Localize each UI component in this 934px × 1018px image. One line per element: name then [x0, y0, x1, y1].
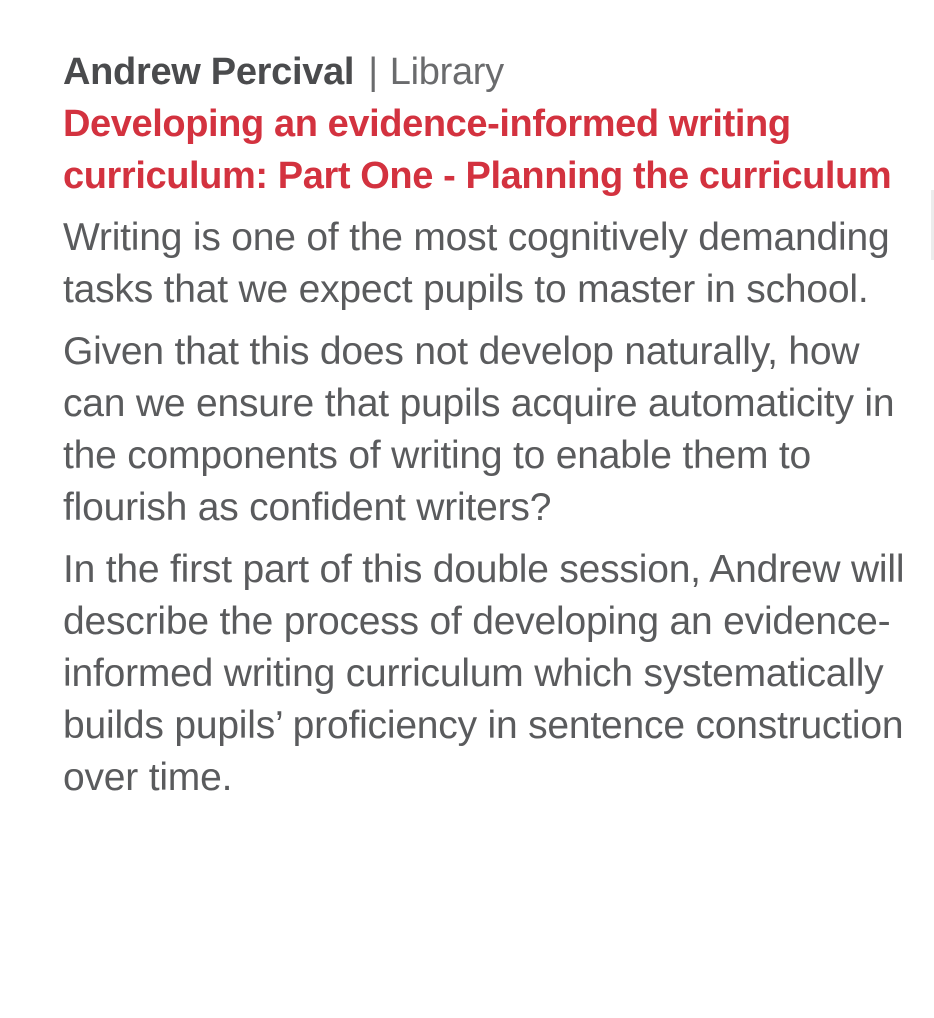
session-description: [63, 212, 913, 804]
description-paragraph: In the first part of this double session, Andrew will describe the process of developing an evidence-informed writing curriculum which systematically builds pupils’ proficiency in sentence construction over time.: [63, 548, 905, 799]
description-paragraph: Writing is one of the most cognitively demanding tasks that we expect pupils to master in school.: [63, 216, 890, 311]
byline-separator: |: [368, 51, 378, 93]
byline: [63, 46, 913, 98]
session-title: Developing an evidence-informed writing curriculum: Part One - Planning the curriculum: [63, 103, 892, 197]
session-location: Library: [389, 51, 504, 93]
description-paragraph: Given that this does not develop naturally, how can we ensure that pupils acquire automaticity in the components of writing to enable them to flourish as confident writers?: [63, 330, 895, 529]
speaker-name: Andrew Percival: [63, 51, 355, 93]
session-card: [63, 46, 913, 814]
